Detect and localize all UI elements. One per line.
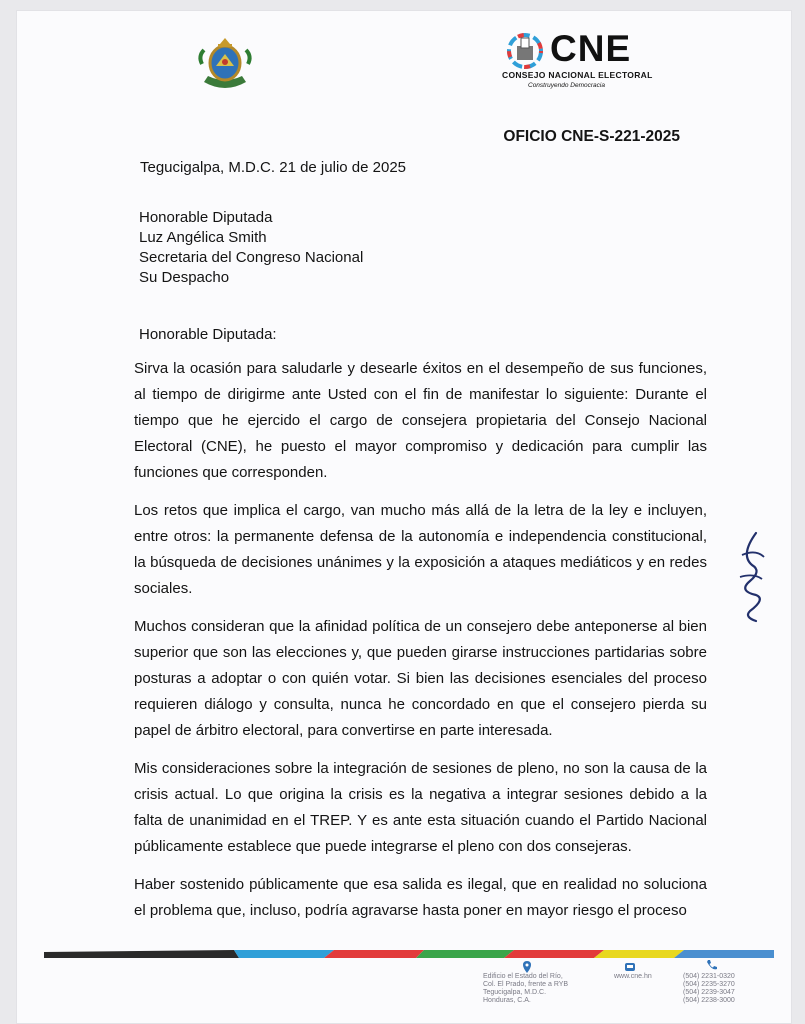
paragraph: Sirva la ocasión para saludarle y desearle éxitos en el desempeño de sus funciones, al tiempo de dirigirme ante Usted con el fin de manifestar lo siguiente: Durante el tiempo que he ejercido el cargo de consejera propietaria del Consejo Nacional Electoral (CNE), he puesto el mayor compromiso y dedicación para cumplir las funciones que corresponden. xyxy=(134,360,707,481)
paragraph: Mis consideraciones sobre la integración de sesiones de pleno, no son la causa de la crisis actual. Lo que origina la crisis es la negativa a integrar sesiones debido a la falta de unanimidad en el TREP. Y es ante esta situación cuando el Partido Nacional públicamente establece que puede integrarse el pleno con dos consejeras. xyxy=(134,760,707,855)
footer-address xyxy=(483,973,568,1005)
addressee-line: Honorable Diputada xyxy=(139,209,273,226)
web-icon xyxy=(624,961,636,973)
initials-signature xyxy=(726,525,776,625)
addressee-line: Luz Angélica Smith xyxy=(139,229,267,246)
cne-logo xyxy=(500,28,670,96)
paragraph: Muchos consideran que la afinidad política de un consejero debe anteponerse al bien superior que son las elecciones y, que pueden girarse instrucciones partidarias sobre posturas a adoptar o con quién votar. Si bien las decisiones esenciales del proceso requieren diálogo y consulta, nunca he concordado en que el consejero pierda su papel de árbitro electoral, para convertirse en parte interesada. xyxy=(134,618,707,739)
phone-icon xyxy=(706,959,718,971)
logo-title: CNE xyxy=(550,28,632,69)
footer-website[interactable]: www.cne.hn xyxy=(614,973,652,980)
phone-line: (504) 2239-3047 xyxy=(683,989,735,996)
address-line: Tegucigalpa, M.D.C. xyxy=(483,989,547,996)
phone-line: (504) 2235-3270 xyxy=(683,981,735,988)
address-line: Col. El Prado, frente a RYB xyxy=(483,981,569,988)
salutation: Honorable Diputada: xyxy=(139,326,277,343)
phone-line: (504) 2231-0320 xyxy=(683,973,735,980)
document-page xyxy=(16,10,792,1024)
addressee-line: Su Despacho xyxy=(139,269,230,286)
reference-number: OFICIO CNE-S-221-2025 xyxy=(503,128,680,145)
letter-body xyxy=(134,356,707,936)
address-line: Edificio el Estado del Río, xyxy=(483,973,563,980)
date-line: Tegucigalpa, M.D.C. 21 de julio de 2025 xyxy=(140,159,407,176)
paragraph: Los retos que implica el cargo, van mucho más allá de la letra de la ley e incluyen, entre otros: la permanente defensa de la autonomía e independencia constitucional, la búsqueda de decisiones unánimes y la exposición a ataques mediáticos y en redes sociales. xyxy=(134,502,707,597)
location-pin-icon xyxy=(521,961,533,973)
honduras-coat-of-arms-icon xyxy=(194,36,256,92)
footer-phones xyxy=(683,973,735,1005)
addressee-block xyxy=(139,208,363,288)
phone-line: (504) 2238-3000 xyxy=(683,997,735,1004)
logo-tagline: Construyendo Democracia xyxy=(528,82,605,89)
addressee-line: Secretaria del Congreso Nacional xyxy=(139,249,364,266)
paragraph: Haber sostenido públicamente que esa salida es ilegal, que en realidad no soluciona el problema que, incluso, podría agravarse hasta poner en mayor riesgo el proceso xyxy=(134,876,707,919)
ballot-box-logo-icon xyxy=(504,32,546,70)
footer-color-stripe xyxy=(44,950,774,958)
logo-subtitle: CONSEJO NACIONAL ELECTORAL xyxy=(502,70,653,80)
address-line: Honduras, C.A. xyxy=(483,997,531,1004)
